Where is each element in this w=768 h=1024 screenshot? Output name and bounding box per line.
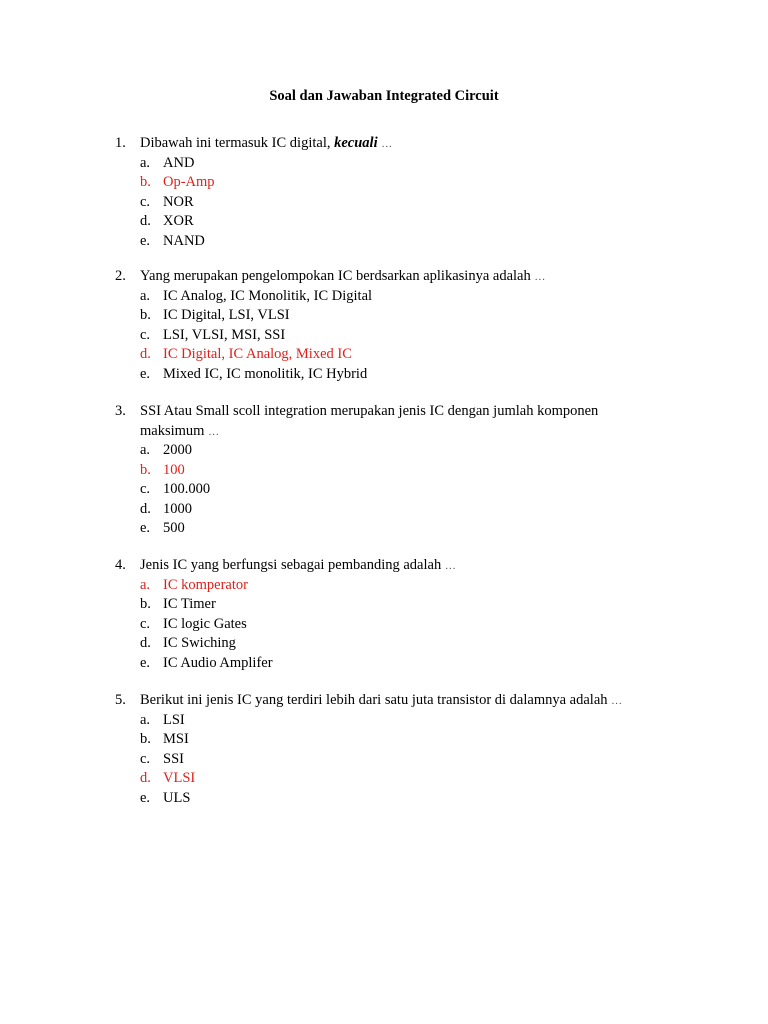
- question-text-line-2: maksimum …: [140, 422, 220, 439]
- option-c: c. IC logic Gates: [140, 615, 247, 632]
- option-b: b. IC Timer: [140, 596, 216, 612]
- question-text-line: [0, 556, 768, 576]
- ellipsis: …: [444, 560, 456, 572]
- option-c: c. NOR: [140, 193, 194, 210]
- ellipsis: …: [534, 271, 546, 283]
- option-a-answer: a. IC komperator: [140, 576, 248, 593]
- question-number: 5.: [115, 692, 126, 708]
- option-b-answer: b. Op-Amp: [140, 174, 215, 190]
- ellipsis: …: [381, 138, 393, 150]
- option-d: d. IC Swiching: [140, 635, 236, 651]
- question-text-line: [0, 267, 768, 287]
- option-d-answer: d. IC Digital, IC Analog, Mixed IC: [140, 346, 352, 362]
- question-emphasis: kecuali: [334, 135, 378, 151]
- question-1: [0, 134, 768, 251]
- question-text: Berikut ini jenis IC yang terdiri lebih dari satu juta transistor di dalamnya adalah …: [140, 692, 623, 708]
- option-a: a. IC Analog, IC Monolitik, IC Digital: [140, 287, 373, 304]
- question-2: [0, 267, 768, 384]
- question-text: Yang merupakan pengelompokan IC berdsarkan aplikasinya adalah …: [140, 268, 546, 284]
- question-number: 1.: [115, 135, 126, 151]
- option-e: e. 500: [140, 520, 185, 536]
- question-text-line: [0, 402, 768, 422]
- option-d-answer: d. VLSI: [140, 770, 196, 786]
- ellipsis: …: [611, 695, 623, 707]
- question-text: Dibawah ini termasuk IC digital, kecuali …: [140, 135, 393, 151]
- option-e: e. Mixed IC, IC monolitik, IC Hybrid: [140, 365, 368, 382]
- question-text: Jenis IC yang berfungsi sebagai pembanding adalah …: [140, 557, 456, 573]
- question-4: [0, 556, 768, 673]
- option-e: e. NAND: [140, 232, 205, 249]
- option-b-answer: b. 100: [140, 461, 185, 478]
- option-a: a. 2000: [140, 442, 192, 458]
- option-a: a. LSI: [140, 711, 185, 728]
- option-d: d. 1000: [140, 500, 192, 517]
- question-text-line: [0, 691, 768, 711]
- option-d: d. XOR: [140, 213, 194, 229]
- question-5: [0, 691, 768, 808]
- document-title: Soal dan Jawaban Integrated Circuit: [269, 88, 499, 104]
- option-c: c. SSI: [140, 750, 184, 767]
- option-b: b. MSI: [140, 731, 189, 747]
- option-a: a. AND: [140, 154, 195, 171]
- option-c: c. LSI, VLSI, MSI, SSI: [140, 326, 286, 343]
- option-b: b. IC Digital, LSI, VLSI: [140, 307, 290, 323]
- option-e: e. ULS: [140, 789, 191, 806]
- question-number: 2.: [115, 268, 126, 284]
- ellipsis: …: [208, 425, 220, 438]
- option-c: c. 100.000: [140, 481, 211, 497]
- question-text: SSI Atau Small scoll integration merupakan jenis IC dengan jumlah komponen: [140, 403, 599, 419]
- option-e: e. IC Audio Amplifer: [140, 654, 273, 671]
- question-number: 3.: [115, 403, 126, 419]
- question-number: 4.: [115, 557, 126, 573]
- question-text-line: [0, 134, 768, 154]
- question-3: [0, 402, 768, 539]
